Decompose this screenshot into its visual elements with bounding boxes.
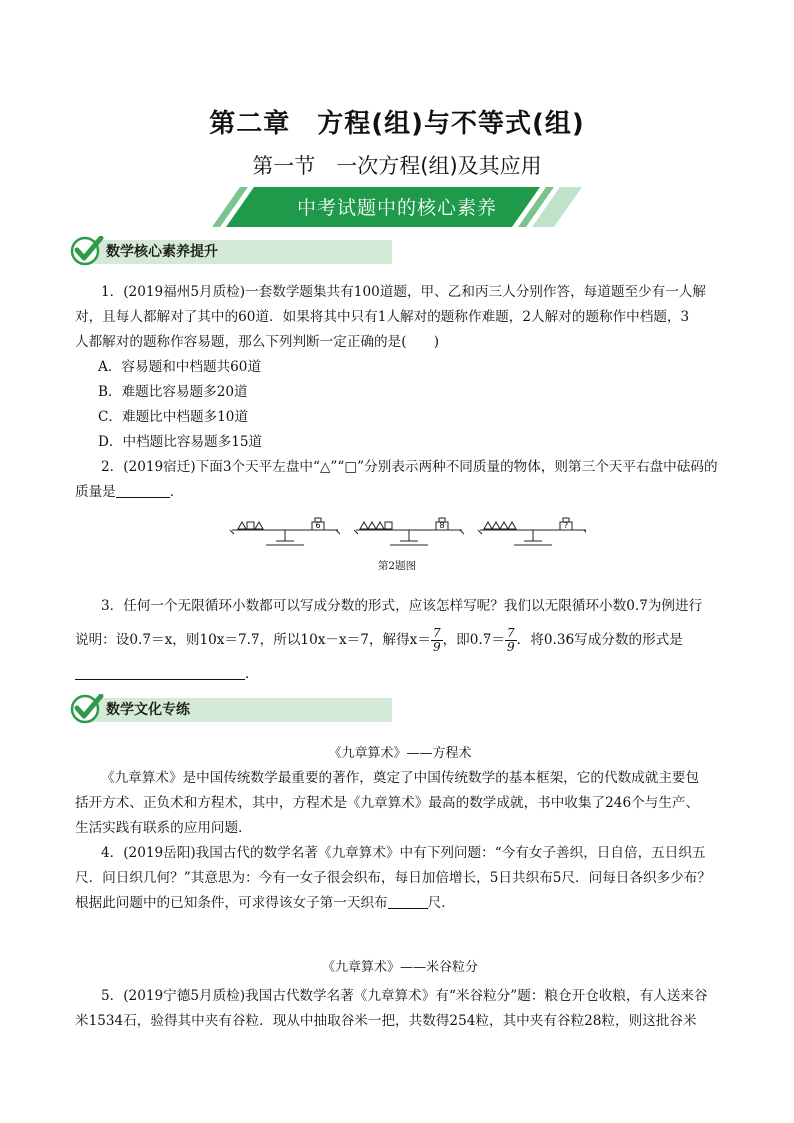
- q1-option-a: A．容易题和中档题共60道: [98, 359, 262, 375]
- q3-text: ＝: [491, 632, 506, 648]
- repeating-digit: 7 ·: [639, 598, 648, 614]
- q3-text: 说明：设0.: [75, 632, 143, 648]
- banner-text: 中考试题中的核心素养: [296, 197, 497, 219]
- core-literacy-banner: [212, 187, 582, 227]
- q1-option-b: B．难题比容易题多20道: [98, 384, 248, 400]
- repeating-digit: 7 ·: [142, 632, 151, 648]
- q3-line-2: [75, 623, 725, 657]
- culture-block-2: [75, 955, 725, 1034]
- culture-line: 生活实践有联系的应用问题．: [75, 820, 252, 836]
- section-header-culture: [70, 694, 392, 724]
- q2-line: 2．(2019宿迁)下面3个天平左盘中“△”“□”分别表示两种不同质量的物体，则第三个天平右盘中砝码的: [101, 459, 718, 475]
- q2-line: [75, 480, 725, 505]
- q1-option-d: D．中档题比容易题多15道: [98, 434, 263, 450]
- section-label: 数学核心素养提升: [106, 244, 218, 260]
- q4-prefix: 根据此问题中的已知条件，可求得该女子第一天织布: [75, 895, 388, 911]
- answer-blank: [75, 665, 245, 680]
- q3-text: ．将0.3: [516, 632, 566, 648]
- culture-title-1: 《九章算术》——方程术: [328, 746, 472, 761]
- section-title: 第一节 一次方程(组)及其应用: [252, 154, 542, 178]
- chapter-title: 第二章 方程(组)与不等式(组): [209, 109, 585, 139]
- balance-scales-figure: [226, 508, 586, 556]
- repeating-digit: 7 ·: [483, 632, 492, 648]
- q3-text: ，即0.: [442, 632, 483, 648]
- repeating-digit: 7 ·: [251, 632, 260, 648]
- q3-line-1: [75, 589, 725, 623]
- question-3: [75, 589, 725, 691]
- weight-label-2: 8: [439, 521, 445, 530]
- answer-blank: [388, 894, 428, 909]
- q4-suffix: 尺．: [427, 895, 455, 911]
- culture-line: 括开方术、正负术和方程术，其中，方程术是《九章算术》最高的数学成就，书中收集了246个与生产、: [75, 795, 700, 811]
- balance-scale-3: [478, 518, 586, 545]
- q3-text: ，所以10x－x＝7，解得x＝: [259, 632, 431, 648]
- fraction: [505, 627, 517, 654]
- culture-title-2: 《九章算术》——米谷粒分: [321, 960, 478, 975]
- section-label: 数学文化专练: [106, 702, 190, 718]
- q2-prefix: 质量是: [75, 484, 116, 500]
- weight-label-3: ?: [563, 521, 569, 530]
- fraction: [431, 627, 443, 654]
- q5-line: 5．(2019宁德5月质检)我国古代数学名著《九章算术》有“米谷粒分”题：粮仓开仓收粮，有人送来谷: [101, 988, 708, 1004]
- q3-text: 为例进行: [647, 598, 703, 614]
- check-icon: [70, 236, 104, 266]
- q1-option-c: C．难题比中档题多10道: [98, 409, 249, 425]
- q3-text: 3．任何一个无限循环小数都可以写成分数的形式，应该怎样写呢？我们以无限循环小数0.: [101, 598, 640, 614]
- culture-block-1: [75, 741, 725, 916]
- q3-suffix: ．: [245, 666, 259, 682]
- q1-line: 1．(2019福州5月质检)一套数学题集共有100道题，甲、乙和丙三人分别作答，每道题至少有一人解: [101, 284, 707, 300]
- fraction-numerator: 7: [432, 626, 441, 640]
- answer-blank: [116, 483, 170, 498]
- q4-line: 4．(2019岳阳)我国古代的数学名著《九章算术》中有下列问题：“今有女子善织，日自倍，五日织五: [101, 845, 706, 861]
- q4-line: 尺．问日织几何？”其意思为：今有一女子很会织布，每日加倍增长，5日共织布5尺．问每日各织多少布？: [75, 870, 711, 886]
- fraction-denominator: 9: [432, 640, 441, 654]
- section-header-core: [70, 236, 392, 266]
- q1-line: 对，且每人都解对了其中的60道．如果将其中只有1人解对的题称作难题，2人解对的题称作中档题，3: [75, 309, 690, 325]
- figure-caption: 第2题图: [377, 560, 417, 572]
- question-1: [75, 280, 725, 505]
- q4-line: [75, 891, 725, 916]
- fraction-numerator: 7: [507, 626, 515, 640]
- balance-scale-2: [354, 518, 464, 545]
- q3-line-3: [75, 657, 725, 691]
- q2-suffix: ．: [169, 484, 184, 500]
- q3-text: 写成分数的形式是: [574, 632, 683, 648]
- q5-line: 米1534石，验得其中夹有谷粒．现从中抽取谷米一把，共数得254粒，其中夹有谷粒28粒，则这批谷米: [75, 1013, 697, 1029]
- q1-line: 人都解对的题称作容易题，那么下列判断一定正确的是( ): [75, 334, 440, 350]
- weight-label-1: 6: [315, 521, 321, 530]
- repeating-digit: 6 ·: [565, 632, 574, 648]
- q3-text: ＝x，则10x＝7.: [151, 632, 251, 648]
- culture-line: 《九章算术》是中国传统数学最重要的著作，奠定了中国传统数学的基本框架，它的代数成就主要包: [101, 770, 700, 786]
- balance-scale-1: [230, 518, 340, 545]
- check-icon: [70, 694, 104, 724]
- fraction-denominator: 9: [507, 640, 515, 654]
